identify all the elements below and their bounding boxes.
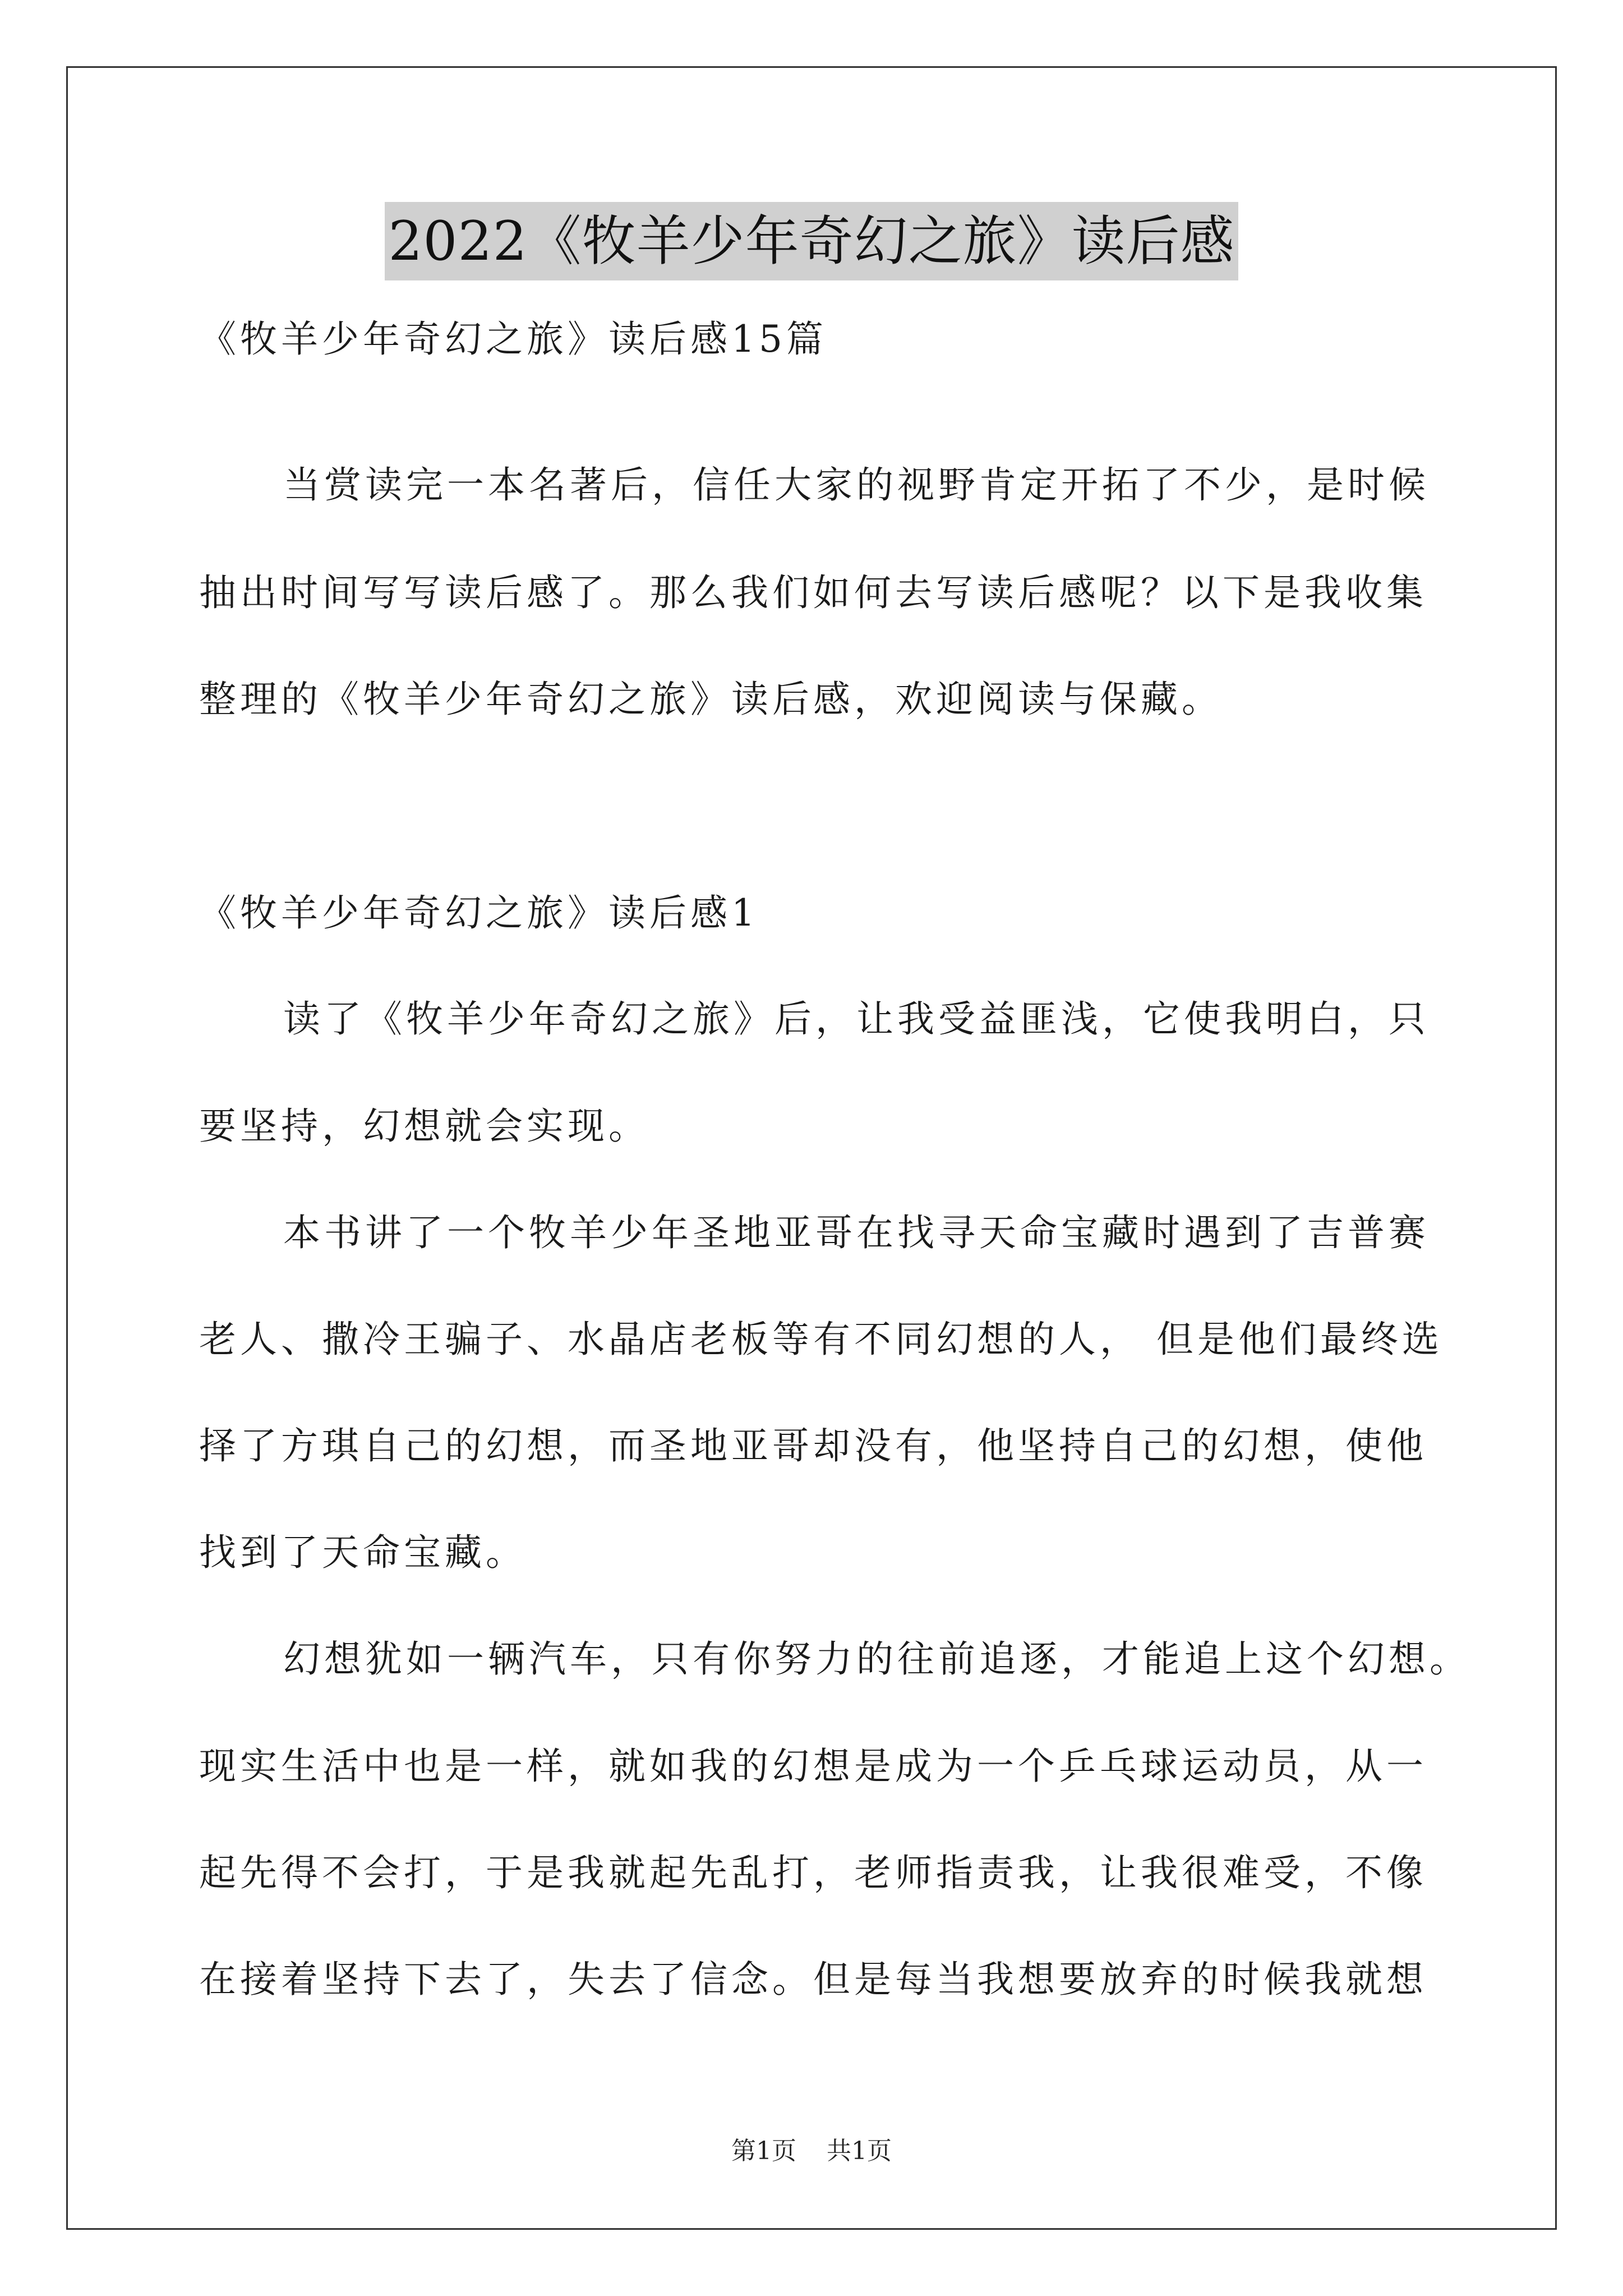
- paragraph-line: 在接着坚持下去了，失去了信念。但是每当我想要放弃的时候我就想: [199, 1958, 1427, 2001]
- paragraph-line: 读了《牧羊少年奇幻之旅》后，让我受益匪浅，它使我明白，只: [283, 997, 1430, 1041]
- paragraph-line: 起先得不会打，于是我就起先乱打，老师指责我，让我很难受，不像: [199, 1851, 1427, 1894]
- page-footer: [0, 2134, 1623, 2168]
- title-container: [0, 202, 1623, 280]
- intro-line: 当赏读完一本名著后，信任大家的视野肯定开拓了不少，是时候: [283, 463, 1430, 507]
- paragraph-line: 幻想犹如一辆汽车，只有你努力的往前追逐，才能追上这个幻想。: [283, 1637, 1470, 1681]
- intro-line: 整理的《牧羊少年奇幻之旅》读后感，欢迎阅读与保藏。: [199, 678, 1223, 721]
- paragraph-line: 要坚持，幻想就会实现。: [199, 1105, 649, 1148]
- page-total: 共1页: [827, 2137, 892, 2165]
- paragraph-line: 现实生活中也是一样，就如我的幻想是成为一个乒乓球运动员，从一: [199, 1745, 1427, 1788]
- paragraph-line: 找到了天命宝藏。: [199, 1531, 527, 1574]
- section-heading: 《牧羊少年奇幻之旅》读后感1: [199, 891, 759, 935]
- intro-line: 抽出时间写写读后感了。那么我们如何去写读后感呢？以下是我收集: [199, 571, 1427, 614]
- paragraph-line: 本书讲了一个牧羊少年圣地亚哥在找寻天命宝藏时遇到了吉普赛: [283, 1211, 1430, 1254]
- page-number: 第1页: [731, 2137, 796, 2165]
- paragraph-line: 择了方琪自己的幻想，而圣地亚哥却没有，他坚持自己的幻想，使他: [199, 1424, 1427, 1467]
- subtitle: 《牧羊少年奇幻之旅》读后感15篇: [199, 318, 827, 361]
- paragraph-line: 老人、撒冷王骗子、水晶店老板等有不同幻想的人， 但是他们最终选: [199, 1318, 1443, 1361]
- document-title: 2022《牧羊少年奇幻之旅》读后感: [385, 202, 1238, 280]
